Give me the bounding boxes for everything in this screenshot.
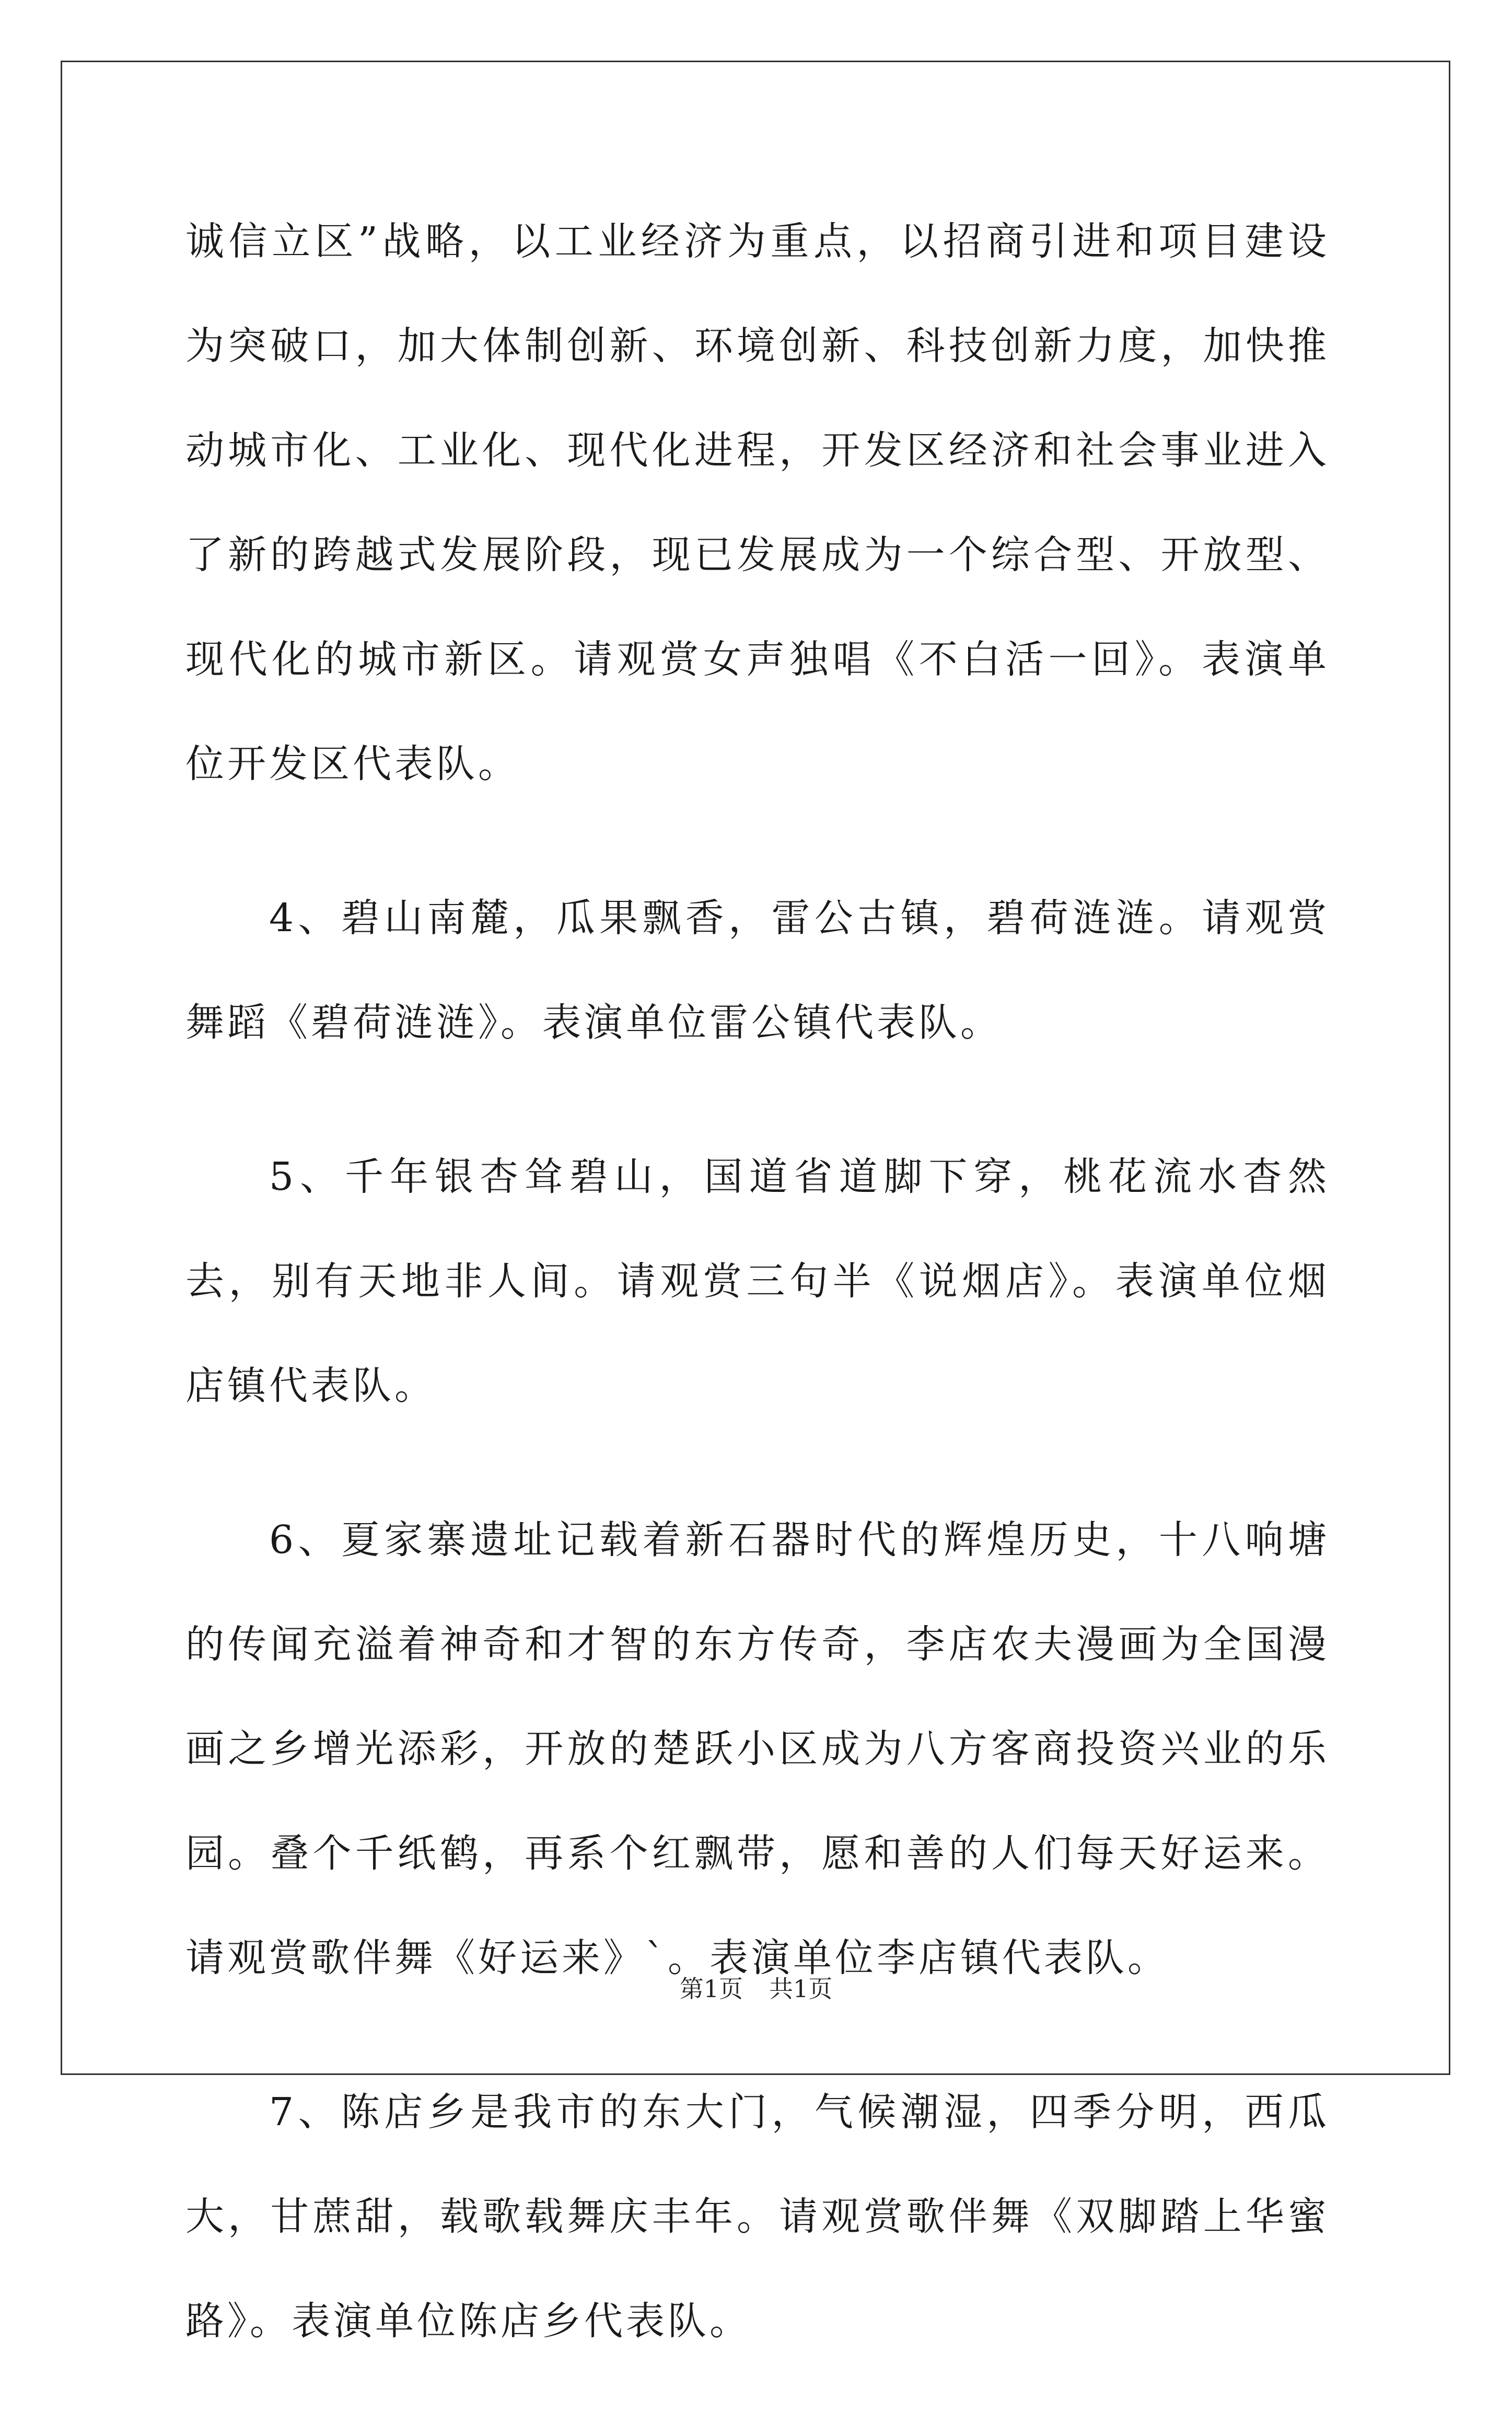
document-body bbox=[185, 189, 1330, 2423]
paragraph-item-5: 5、千年银杏耸碧山，国道省道脚下穿，桃花流水杳然去，别有天地非人间。请观赏三句半《说烟店》。表演单位烟店镇代表队。 bbox=[185, 1154, 1330, 1408]
paragraph-continuation: 诚信立区”战略，以工业经济为重点，以招商引进和项目建设为突破口，加大体制创新、环境创新、科技创新力度，加快推动城市化、工业化、现代化进程，开发区经济和社会事业进入了新的跨越式发展阶段，现已发展成为一个综合型、开放型、现代化的城市新区。请观赏女声独唱《不白活一回》。表演单位开发区代表队。 bbox=[185, 219, 1330, 786]
page-number: 第1页 bbox=[679, 1975, 743, 2003]
page-footer bbox=[0, 1973, 1512, 2004]
paragraph-item-7: 7、陈店乡是我市的东大门，气候潮湿，四季分明，西瓜大，甘蔗甜，载歌载舞庆丰年。请观赏歌伴舞《双脚踏上华蜜路》。表演单位陈店乡代表队。 bbox=[185, 2090, 1330, 2344]
paragraph-item-6: 6、夏家寨遗址记载着新石器时代的辉煌历史，十八响塘的传闻充溢着神奇和才智的东方传奇，李店农夫漫画为全国漫画之乡增光添彩，开放的楚跃小区成为八方客商投资兴业的乐园。叠个千纸鹤，再系个红飘带，愿和善的人们每天好运来。请观赏歌伴舞《好运来》`。表演单位李店镇代表队。 bbox=[185, 1517, 1330, 1980]
page-total: 共1页 bbox=[769, 1975, 833, 2003]
paragraph-item-4: 4、碧山南麓，瓜果飘香，雷公古镇，碧荷涟涟。请观赏舞蹈《碧荷涟涟》。表演单位雷公镇代表队。 bbox=[185, 896, 1330, 1045]
